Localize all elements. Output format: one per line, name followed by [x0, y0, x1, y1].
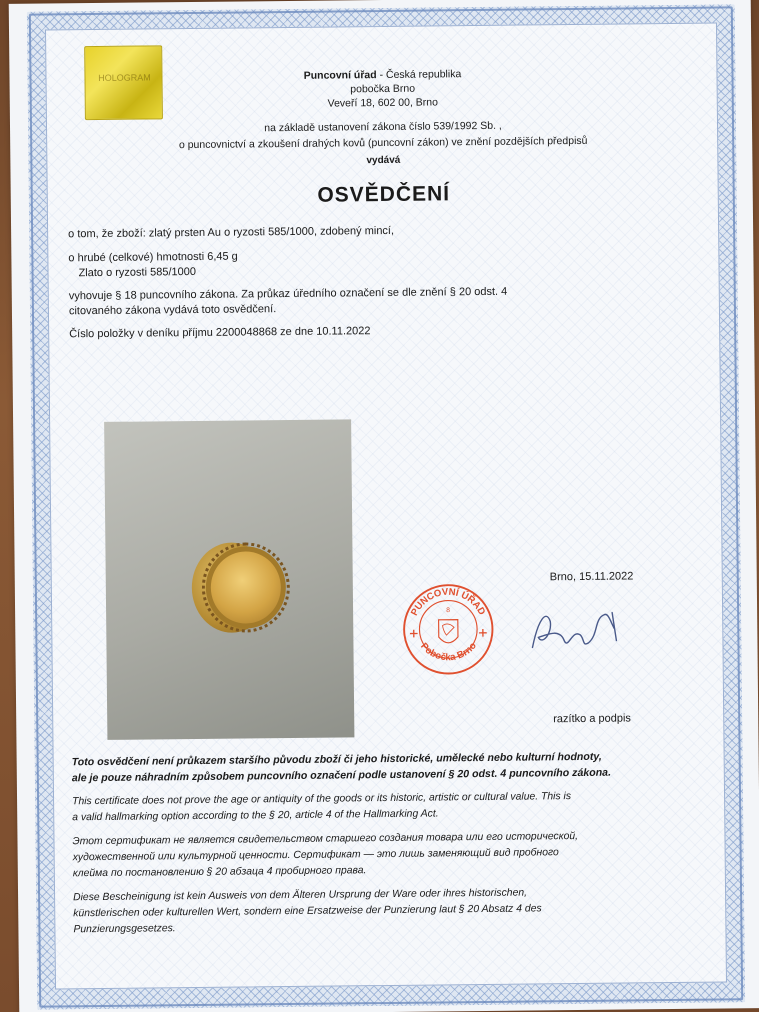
disclaimer-ru-line3: клейма по постановлению § 20 абзаца 4 пробирного права.	[72, 865, 367, 880]
issuer-country: - Česká republika	[376, 68, 462, 82]
alloy-line: Zlato o ryzosti 585/1000	[78, 265, 197, 280]
stamp-number: 8	[446, 607, 451, 615]
ring-photo	[104, 419, 354, 740]
disclaimer-ru-line2: художественной или культурной ценности. Сертификат — это лишь заменяющий вид пробного	[72, 847, 559, 864]
issuer-name: Puncovní úřad	[303, 69, 377, 82]
signature	[524, 598, 645, 659]
ring-rim	[201, 542, 290, 633]
record-number-line: Číslo položky v deníku příjmu 2200048868 ze dne 10.11.2022	[69, 325, 371, 341]
compliance-line2: citovaného zákona vydává toto osvědčení.	[68, 303, 277, 318]
document-title: OSVĚDČENÍ	[317, 182, 451, 207]
disclaimer-cz-line2: ale je pouze náhradním způsobem puncovního označení podle ustanovení § 20 odst. 4 puncovního zákona.	[71, 766, 612, 785]
disclaimer-de-line1: Diese Bescheinigung ist kein Ausweis von dem Älteren Ursprung der Ware oder ihres historischen,	[73, 887, 528, 904]
disclaimer-de-line2: künstlerischen oder kulturellen Wert, sondern eine Ersatzweise der Punzierung laut § 20 Absatz 4 des	[73, 903, 542, 920]
disclaimer-cz-line1: Toto osvědčení není průkazem staršího původu zboží či jeho historické, umělecké nebo kulturní hodnoty,	[71, 750, 602, 769]
lion-shield-icon	[439, 620, 458, 643]
goods-line: o tom, že zboží: zlatý prsten Au o ryzosti 585/1000, zdobený mincí,	[68, 224, 395, 241]
weight-line: o hrubé (celkové) hmotnosti 6,45 g	[68, 250, 238, 265]
official-stamp	[400, 580, 497, 679]
stamp-bottom-text: Pobočka Brno	[418, 640, 479, 664]
stamp-right-mark	[479, 629, 487, 637]
stamp-caption: razítko a podpis	[553, 712, 631, 726]
disclaimer-en-line1: This certificate does not prove the age or antiquity of the goods or its historic, artistic or cultural value. This is	[72, 791, 572, 808]
certificate-body	[45, 22, 727, 989]
hologram-seal: HOLOGRAM	[84, 45, 163, 120]
compliance-line1: vyhovuje § 18 puncovního zákona. Za průkaz úředního označení se dle znění § 20 odst. 4	[68, 285, 508, 303]
issues-label: vydává	[366, 154, 401, 167]
issuer-address: Veveří 18, 602 00, Brno	[327, 96, 438, 110]
stamp-top-text: PUNCOVNÍ ÚŘAD	[409, 586, 488, 618]
issuer-branch: pobočka Brno	[350, 82, 416, 96]
disclaimer-en-line2: a valid hallmarking option according to the § 20, article 4 of the Hallmarking Act.	[72, 808, 439, 824]
disclaimer-ru-line1: Этот сертификат не является свидетельством старшего создания товара или его исторической,	[72, 830, 579, 848]
disclaimer-de-line3: Punzierungsgesetzes.	[73, 923, 176, 936]
certificate-document	[9, 0, 759, 1012]
legal-basis-line1: na základě ustanovení zákona číslo 539/1992 Sb. ,	[264, 119, 502, 135]
place-date: Brno, 15.11.2022	[549, 570, 634, 584]
stamp-left-mark	[410, 630, 418, 638]
legal-basis-line2: o puncovnictví a zkoušení drahých kovů (puncovní zákon) ve znění pozdějších předpisů	[178, 134, 588, 152]
